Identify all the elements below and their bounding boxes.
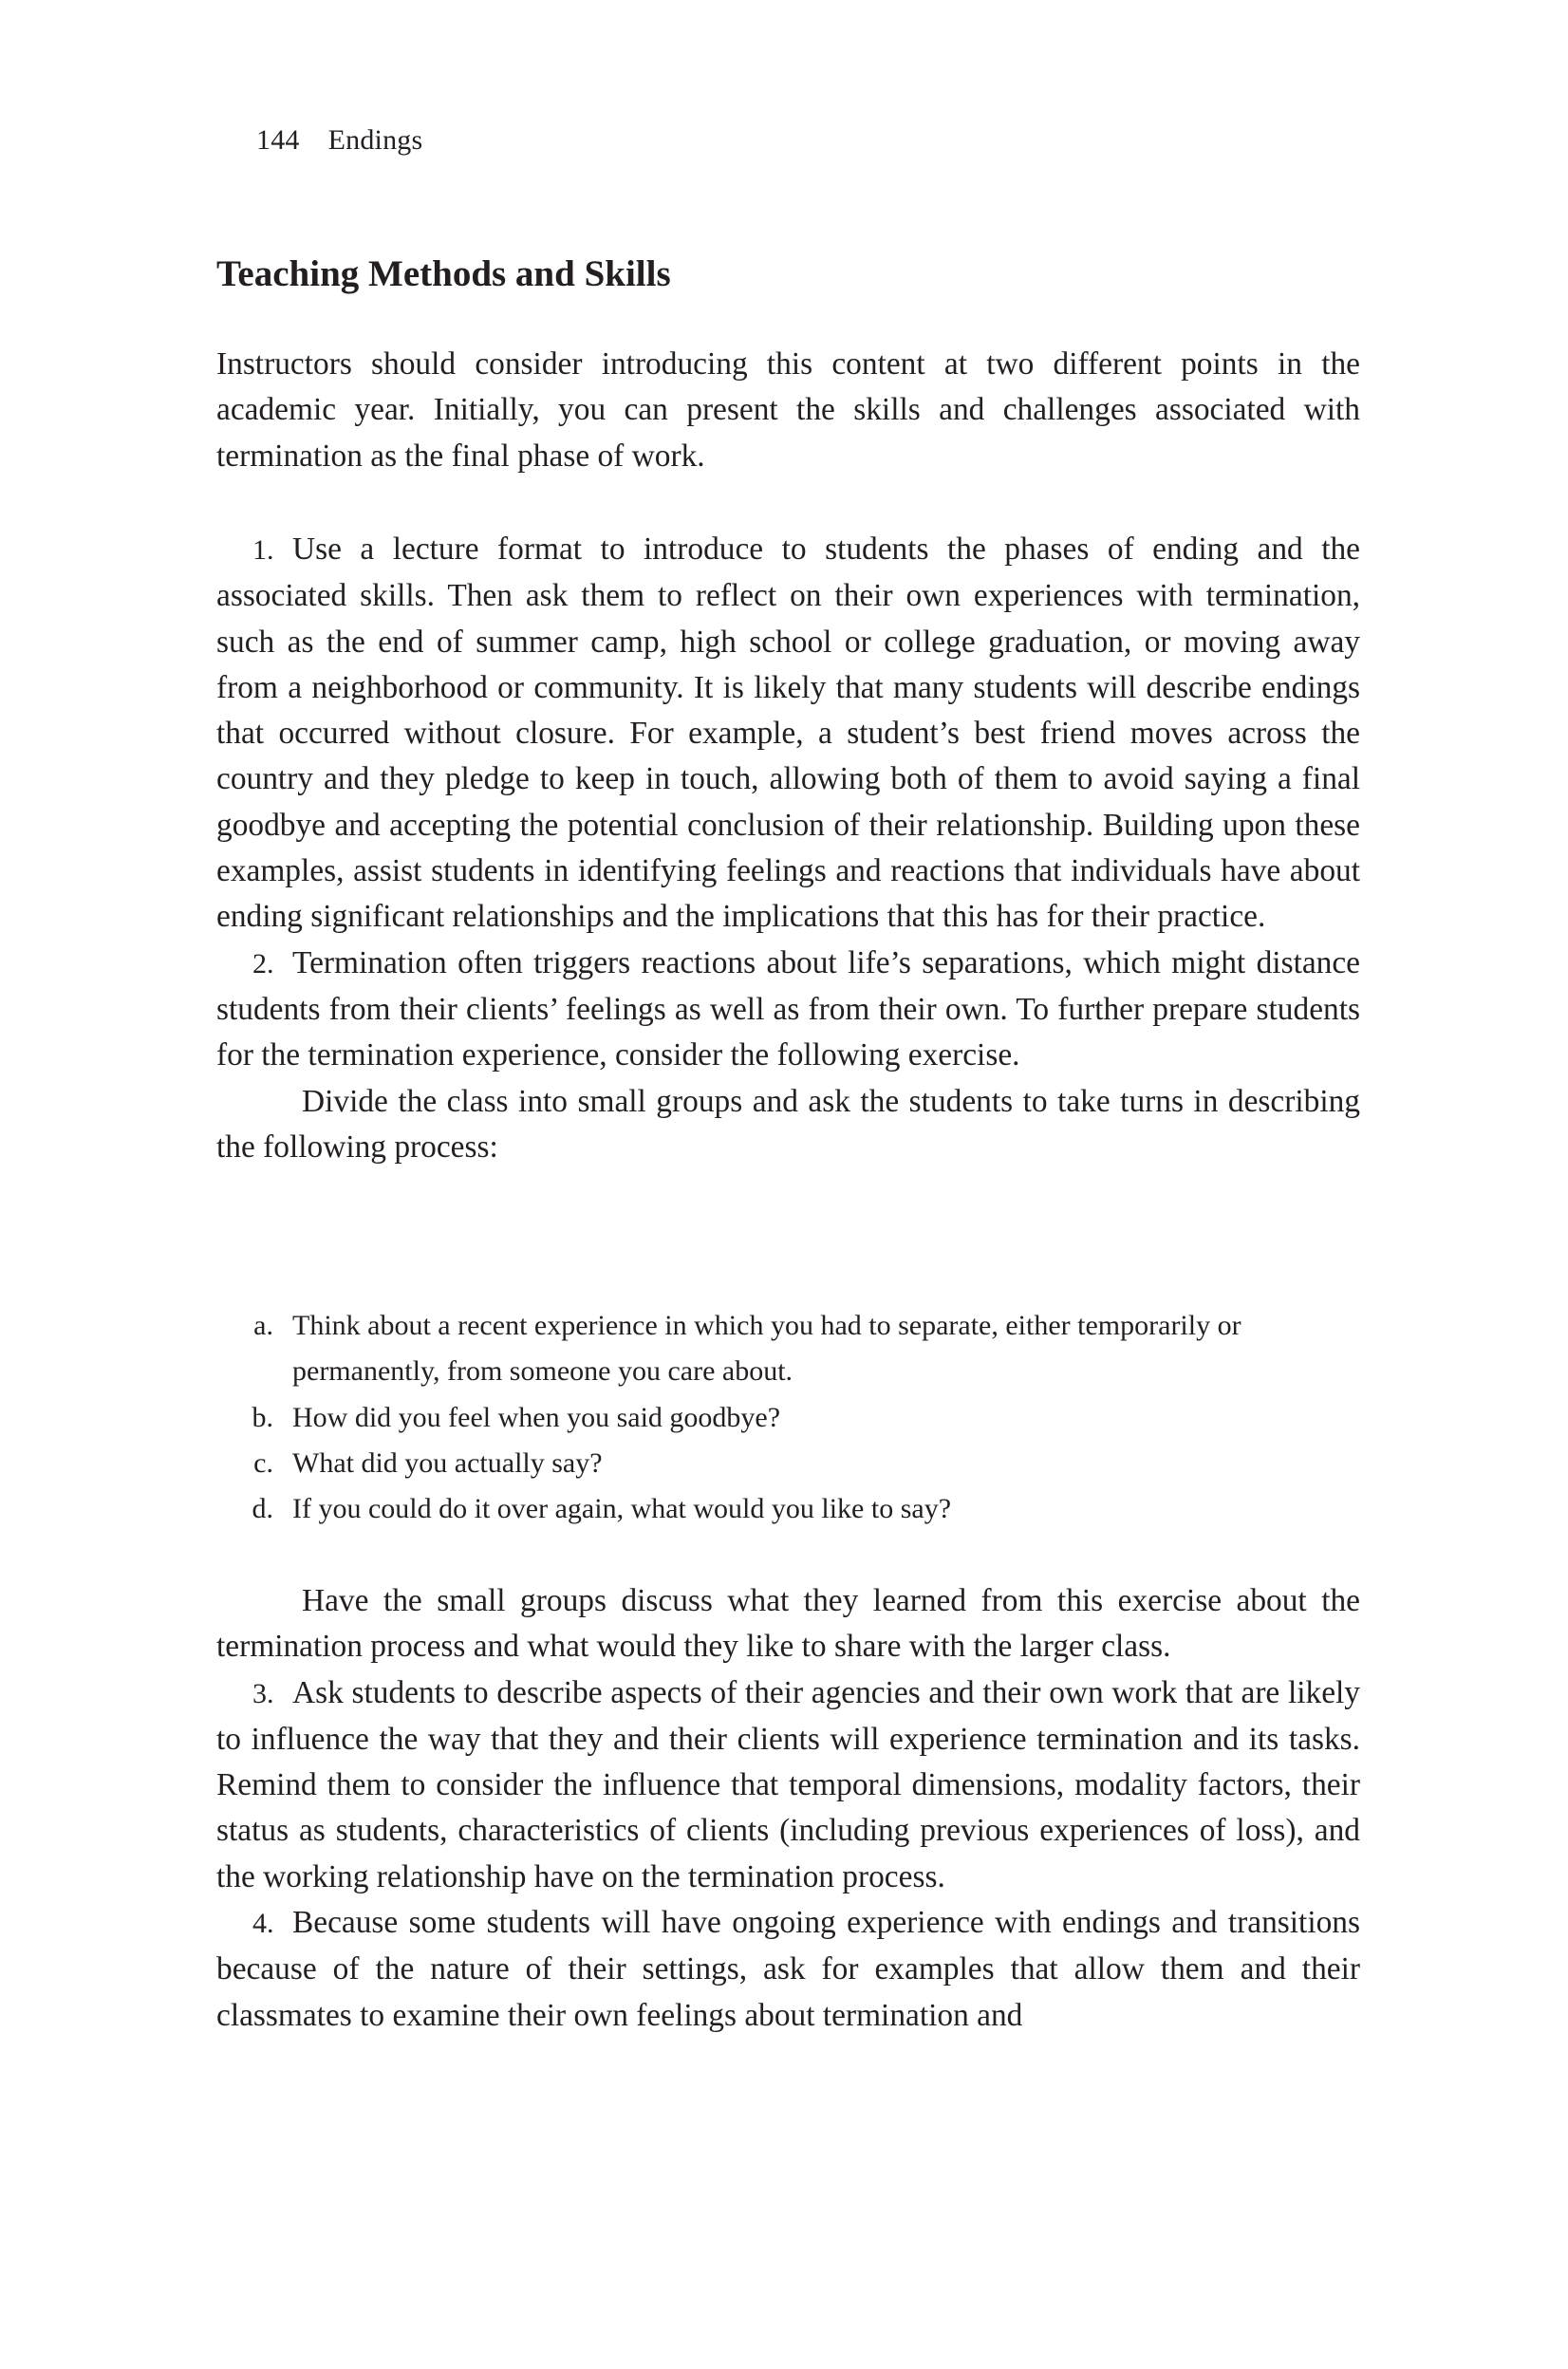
numbered-items-1-2 <box>216 527 1360 1170</box>
item-text: Termination often triggers reactions about life’s separations, which might distance students from their clients’ feelings as well as from their own. To further prepare students for the termination experience, consider the following exercise. <box>216 944 1360 1073</box>
list-item-2 <box>216 941 1360 1079</box>
sublist-marker: b. <box>252 1401 273 1433</box>
item-text: Ask students to describe aspects of their agencies and their own work that are likely to influence the way that they and their clients will experience termination and its tasks. Remind them to consider the influence that temporal dimensions, modality factors, their status as students, characteristics of clients (including previous experiences of loss), and the working relationship have on the termination process. <box>216 1674 1360 1894</box>
sublist-text: Think about a recent experience in which you had to separate, either temporarily or permanently, from someone you care about. <box>292 1310 1241 1388</box>
sublist-item-a <box>245 1303 1327 1395</box>
item-2-followup: Have the small groups discuss what they learned from this exercise about the termination process and what would they like to share with the larger class. <box>216 1583 1360 1665</box>
list-item-4 <box>216 1900 1360 2039</box>
sublist-item-c <box>245 1441 1327 1486</box>
sublist-marker: a. <box>253 1310 273 1341</box>
page-number: 144 <box>256 124 300 156</box>
item-marker: 3. <box>252 1677 274 1709</box>
sublist-item-b <box>245 1395 1327 1441</box>
list-item-3 <box>216 1670 1360 1900</box>
intro-paragraph: Instructors should consider introducing this content at two different points in the academic year. Initially, you can present the skills and challenges associated with termination as the final phase of work. <box>216 346 1360 474</box>
running-header <box>256 121 422 159</box>
item-marker: 4. <box>252 1908 274 1940</box>
running-title: Endings <box>327 124 423 156</box>
intro-paragraph-block <box>216 342 1360 479</box>
item-marker: 1. <box>252 534 274 566</box>
sublist-text: If you could do it over again, what would you like to say? <box>292 1493 952 1525</box>
sublist-item-d <box>245 1486 1327 1532</box>
numbered-items-3-4 <box>216 1578 1360 2039</box>
sublist-marker: d. <box>252 1493 273 1525</box>
sublist-text: What did you actually say? <box>292 1446 603 1479</box>
sublist-marker: c. <box>253 1446 273 1479</box>
item-2-continuation: Divide the class into small groups and ask the students to take turns in describing the following process: <box>216 1083 1360 1165</box>
item-text: Use a lecture format to introduce to students the phases of ending and the associated skills. Then ask them to reflect on their own experiences with termination, such as the end of summer camp, high school or college graduation, or moving away from a neighborhood or community. It is likely that many students will describe endings that occurred without closure. For example, a student’s best friend moves across the country and they pledge to keep in touch, allowing both of them to avoid saying a final goodbye and accepting the potential conclusion of their relationship. Building upon these examples, assist students in identifying feelings and reactions that individuals have about ending significant relationships and the implications that this has for their practice. <box>216 532 1360 935</box>
list-item-1 <box>216 527 1360 941</box>
section-heading: Teaching Methods and Skills <box>216 253 671 294</box>
sublist-text: How did you feel when you said goodbye? <box>292 1401 781 1433</box>
item-marker: 2. <box>252 947 274 979</box>
exercise-sublist <box>245 1303 1327 1532</box>
item-text: Because some students will have ongoing experience with endings and transitions because of the nature of their settings, ask for examples that allow them and their classmates to examine their own feelings about termination and <box>216 1905 1360 2033</box>
